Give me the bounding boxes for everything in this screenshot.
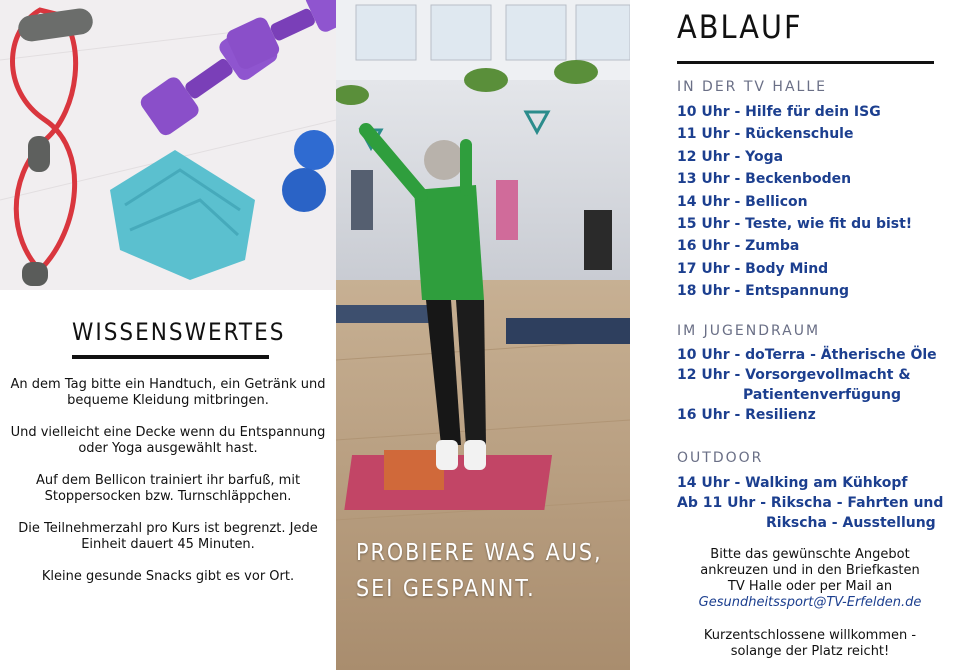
tagline	[356, 535, 603, 607]
registration-note	[660, 547, 960, 611]
section-heading-tv-halle: IN DER TV HALLE	[677, 79, 827, 95]
schedule-item-continuation: Patientenverfügung	[743, 387, 901, 403]
schedule-item: 17 Uhr - Body Mind	[677, 260, 829, 277]
schedule-item: 14 Uhr - Bellicon	[677, 193, 808, 210]
tv-halle-schedule	[677, 101, 957, 303]
schedule-item: Ab 11 Uhr - Rikscha - Fahrten und	[677, 495, 944, 511]
info-paragraph: Die Teilnehmerzahl pro Kurs ist begrenzt. Jede Einheit dauert 45 Minuten.	[18, 521, 318, 552]
ablauf-divider	[677, 61, 934, 64]
tagline-line: PROBIERE WAS AUS,	[356, 540, 603, 566]
note-line: Bitte das gewünschte Angebot	[710, 547, 910, 562]
closing-note	[660, 628, 960, 660]
schedule-item: 13 Uhr - Beckenboden	[677, 171, 852, 188]
outdoor-schedule	[677, 473, 957, 533]
schedule-item: 10 Uhr - doTerra - Ätherische Öle	[677, 347, 937, 363]
closing-line: Kurzentschlossene willkommen -	[703, 628, 917, 643]
section-heading-jugendraum: IM JUGENDRAUM	[677, 323, 821, 339]
wissenswertes-body	[8, 377, 328, 601]
email-link[interactable]: Gesundheitssport@TV-Erfelden.de	[698, 595, 922, 610]
info-paragraph: An dem Tag bitte ein Handtuch, ein Getränk und bequeme Kleidung mitbringen.	[10, 377, 326, 408]
fitness-equipment-illustration	[0, 0, 336, 290]
wissenswertes-heading: WISSENSWERTES	[72, 318, 286, 346]
note-line: ankreuzen und in den Briefkasten	[700, 563, 920, 578]
schedule-item: 15 Uhr - Teste, wie fit du bist!	[677, 215, 913, 232]
jugendraum-schedule	[677, 345, 957, 425]
ablauf-heading: ABLAUF	[677, 8, 803, 46]
schedule-item: 10 Uhr - Hilfe für dein ISG	[677, 104, 881, 120]
schedule-item: 16 Uhr - Zumba	[677, 238, 800, 255]
schedule-item-continuation: Rikscha - Ausstellung	[766, 515, 936, 531]
info-paragraph: Und vielleicht eine Decke wenn du Entspannung oder Yoga ausgewählt hast.	[10, 425, 326, 456]
schedule-item: 14 Uhr - Walking am Kühkopf	[677, 475, 908, 491]
fitness-equipment-photo	[0, 0, 336, 290]
info-paragraph: Auf dem Bellicon trainiert ihr barfuß, mit Stoppersocken bzw. Turnschläppchen.	[35, 473, 301, 504]
section-heading-outdoor: OUTDOOR	[677, 450, 764, 466]
tagline-line: SEI GESPANNT.	[356, 576, 536, 602]
schedule-item: 12 Uhr - Vorsorgevollmacht &	[677, 367, 911, 383]
info-paragraph: Kleine gesunde Snacks gibt es vor Ort.	[41, 569, 295, 584]
schedule-item: 16 Uhr - Resilienz	[677, 407, 816, 423]
closing-line: solange der Platz reicht!	[730, 644, 890, 659]
wissenswertes-divider	[72, 355, 269, 359]
schedule-item: 12 Uhr - Yoga	[677, 148, 784, 165]
note-line: TV Halle oder per Mail an	[727, 579, 893, 594]
schedule-item: 18 Uhr - Entspannung	[677, 283, 850, 300]
schedule-item: 11 Uhr - Rückenschule	[677, 126, 854, 143]
